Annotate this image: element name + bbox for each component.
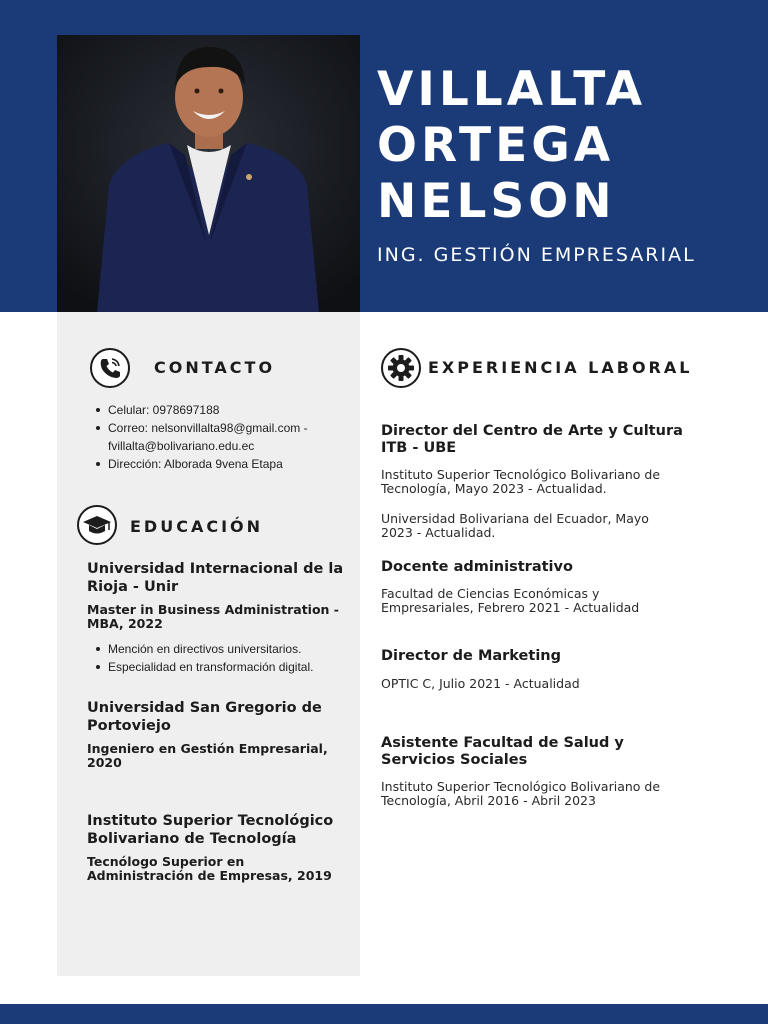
job-2-detail-1: Facultad de Ciencias Económicas y Empresariales, Febrero 2021 - Actualidad: [381, 586, 640, 615]
contact-email-secondary: fvillalta@bolivariano.edu.ec: [108, 439, 255, 453]
education-1-bullets: [94, 640, 354, 676]
name-line-1: VILLALTA: [377, 62, 647, 117]
contact-list: [94, 401, 344, 473]
education-1-bullet-1: Mención en directivos universitarios.: [94, 640, 354, 658]
graduation-cap-icon: [77, 505, 117, 545]
full-name: [377, 62, 757, 230]
education-section-title: EDUCACIÓN: [130, 517, 264, 536]
profile-photo: [57, 35, 360, 312]
job-4-detail-1: Instituto Superior Tecnológico Bolivariano de Tecnología, Abril 2016 - Abril 2023: [381, 779, 661, 808]
job-1-detail-1: Instituto Superior Tecnológico Bolivariano de Tecnología, Mayo 2023 - Actualidad.: [381, 467, 661, 496]
phone-icon: [90, 348, 130, 388]
education-1-institution: Universidad Internacional de la Rioja - Unir: [87, 561, 344, 595]
footer-band: [0, 1004, 768, 1024]
contact-phone: Celular: 0978697188: [94, 401, 344, 419]
name-line-2: ORTEGA: [377, 118, 615, 173]
education-3-degree: Tecnólogo Superior en Administración de Empresas, 2019: [87, 854, 332, 883]
contact-email: [94, 419, 344, 455]
contact-address: Dirección: Alborada 9vena Etapa: [94, 455, 344, 473]
education-2-degree: Ingeniero en Gestión Empresarial, 2020: [87, 741, 328, 770]
job-title: ING. GESTIÓN EMPRESARIAL: [377, 244, 696, 266]
education-2-institution: Universidad San Gregorio de Portoviejo: [87, 700, 322, 734]
job-2-title: Docente administrativo: [381, 559, 573, 575]
experience-section-title: EXPERIENCIA LABORAL: [428, 358, 693, 377]
job-3-detail-1: OPTIC C, Julio 2021 - Actualidad: [381, 676, 580, 691]
job-3-title: Director de Marketing: [381, 648, 561, 664]
job-1-detail-2: Universidad Bolivariana del Ecuador, Mayo 2023 - Actualidad.: [381, 511, 649, 540]
job-4-title: Asistente Facultad de Salud y Servicios Sociales: [381, 735, 624, 768]
gear-icon: [381, 348, 421, 388]
contact-section-title: CONTACTO: [154, 358, 276, 377]
contact-email-primary: Correo: nelsonvillalta98@gmail.com -: [108, 421, 308, 435]
education-1-degree: Master in Business Administration - MBA, 2022: [87, 602, 339, 631]
education-1-bullet-2: Especialidad en transformación digital.: [94, 658, 354, 676]
job-1-title: Director del Centro de Arte y Cultura ITB - UBE: [381, 423, 683, 456]
name-line-3: NELSON: [377, 174, 616, 229]
education-3-institution: Instituto Superior Tecnológico Bolivariano de Tecnología: [87, 813, 334, 847]
